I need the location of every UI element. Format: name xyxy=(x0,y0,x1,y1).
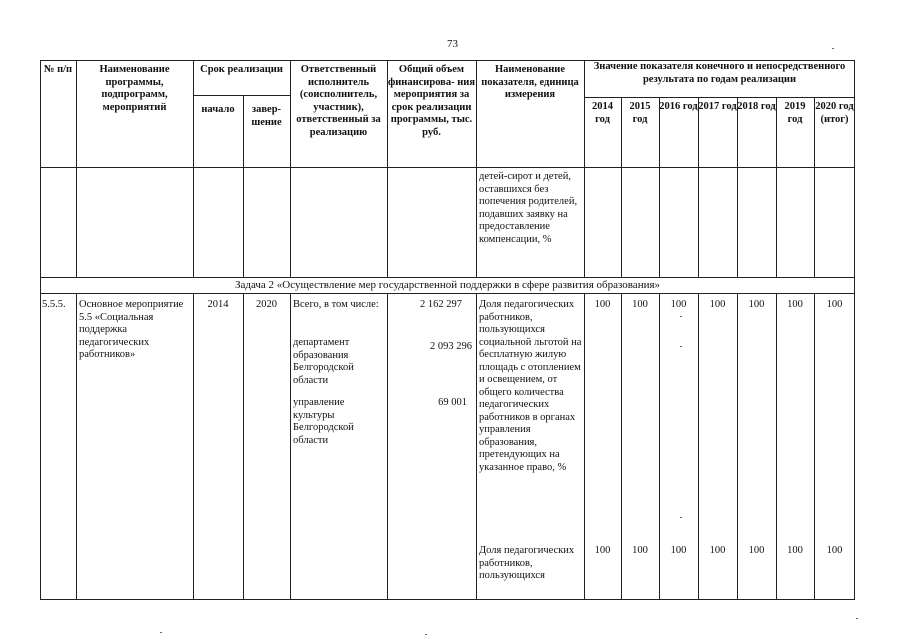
row-name: Основное мероприятие 5.5 «Социальная поддержка педагогических работников» xyxy=(79,299,184,360)
header-name: Наименование программы, подпрограмм, мероприятий xyxy=(99,64,170,113)
year-2018: 2018 год xyxy=(737,101,776,112)
header-indicator: Наименование показателя, единица измерения xyxy=(481,64,579,100)
value-cell: 100 xyxy=(826,299,843,310)
value-cell: 100 xyxy=(787,299,803,310)
row-end: 2020 xyxy=(256,299,277,310)
value-cell: 100 xyxy=(787,545,803,556)
year-2016: 2016 год xyxy=(659,101,698,112)
scan-speck xyxy=(680,517,682,518)
rule-task-bottom xyxy=(40,293,855,294)
header-end: завер- шение xyxy=(251,104,282,128)
value-cell: 100 xyxy=(826,545,843,556)
year-2020: 2020 год (итог) xyxy=(815,101,854,125)
scan-speck xyxy=(832,48,834,49)
value-cell: 100 xyxy=(748,545,765,556)
indicator-1: Доля педагогических работников, пользующихся социальной льготой на бесплатную жилую площадь с отоплением и освещением, от общего количества педагогических работников в органах управления образования, претендующих на указанное право, % xyxy=(479,299,582,473)
year-2019: 2019 год xyxy=(784,101,806,125)
financing-culture: 69 001 xyxy=(438,397,467,408)
col-line xyxy=(290,293,291,600)
rule-srok-split xyxy=(193,95,290,96)
col-line xyxy=(659,97,660,277)
col-line xyxy=(698,97,699,277)
value-cell: 100 xyxy=(632,545,648,556)
indicator-2: Доля педагогических работников, пользующихся xyxy=(479,545,575,581)
value-cell: 100 xyxy=(709,545,726,556)
col-line xyxy=(193,60,194,277)
page-number: 73 xyxy=(447,38,458,50)
financing-education: 2 093 296 xyxy=(430,341,472,352)
col-line xyxy=(76,60,77,277)
col-line xyxy=(193,293,194,600)
scan-speck xyxy=(856,618,858,619)
header-srok: Срок реализации xyxy=(200,64,283,75)
header-start: начало xyxy=(201,104,235,115)
col-line xyxy=(584,60,585,277)
header-responsible: Ответственный исполнитель (соисполнитель, участник), ответственный за реализацию xyxy=(296,64,381,138)
year-2017: 2017 год xyxy=(698,101,737,112)
value-cell: 100 xyxy=(670,299,687,310)
header-num: № п/п xyxy=(43,64,73,75)
col-line xyxy=(387,293,388,600)
value-cell: 100 xyxy=(748,299,765,310)
value-cell: 100 xyxy=(594,545,611,556)
col-line xyxy=(76,293,77,600)
financing-total: 2 162 297 xyxy=(420,299,462,310)
row-start: 2014 xyxy=(207,299,229,310)
col-line xyxy=(476,293,477,600)
value-cell: 100 xyxy=(632,299,648,310)
col-line xyxy=(737,97,738,277)
scan-speck xyxy=(680,316,682,317)
year-2015: 2015 год xyxy=(629,101,651,125)
continuation-indicator-text: детей-сирот и детей, оставшихся без попечения родителей, подавших заявку на предоставление компенсации, % xyxy=(479,171,578,245)
value-cell: 100 xyxy=(709,299,726,310)
responsible-dept-education: департамент образования Белгородской области xyxy=(293,337,354,386)
responsible-dept-culture: управление культуры Белгородской области xyxy=(293,397,354,446)
value-cell: 100 xyxy=(594,299,611,310)
task-heading: Задача 2 «Осуществление мер государственной поддержки в сфере развития образования» xyxy=(234,279,661,291)
scan-speck xyxy=(160,632,162,633)
scan-speck xyxy=(680,346,682,347)
scan-speck xyxy=(425,634,427,635)
year-2014: 2014 год xyxy=(592,101,613,125)
responsible-total: Всего, в том числе: xyxy=(293,299,379,310)
rule-header-bottom xyxy=(40,167,855,168)
header-values: Значение показателя конечного и непосредственного результата по годам реализации xyxy=(593,61,846,85)
rule-continuation-bottom xyxy=(40,277,855,278)
row-number: 5.5.5. xyxy=(42,299,66,310)
col-line xyxy=(243,293,244,600)
header-financing: Общий объем финансирова- ния мероприятия за срок реализации программы, тыс. руб. xyxy=(387,64,476,138)
value-cell: 100 xyxy=(670,545,687,556)
